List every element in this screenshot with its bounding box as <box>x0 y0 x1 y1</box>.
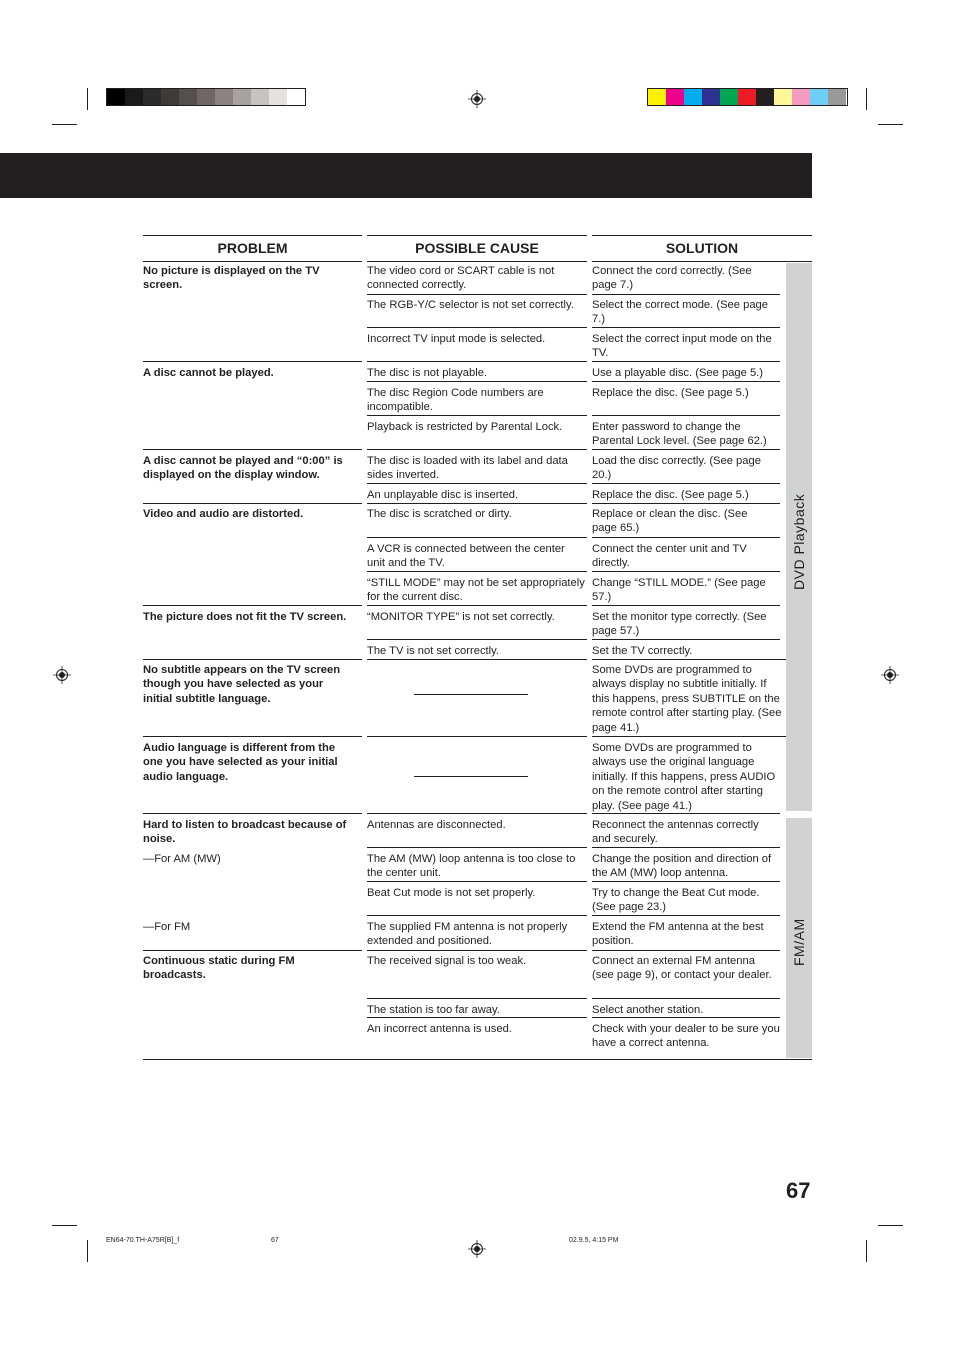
problem-text: A disc cannot be played and “0:00” is displayed on the display window. <box>143 455 343 482</box>
problem-divider <box>143 659 362 660</box>
cause-text: The station is too far away. <box>367 1004 500 1016</box>
solution-text: Reconnect the antennas correctly and securely. <box>592 819 759 846</box>
problem-text: No picture is displayed on the TV screen. <box>143 265 320 292</box>
cause-text: An unplayable disc is inserted. <box>367 489 519 501</box>
footer-file: EN64-70.TH-A75R[B]_f <box>106 1237 180 1244</box>
cause-divider <box>367 571 587 572</box>
solution-text: Replace the disc. (See page 5.) <box>592 489 749 501</box>
header-solution: SOLUTION <box>592 235 812 262</box>
solution-divider <box>592 483 780 484</box>
cause-text: Beat Cut mode is not set properly. <box>367 887 536 899</box>
crop-mark <box>866 1240 867 1262</box>
cause-text: The disc is loaded with its label and data sides inverted. <box>367 455 568 482</box>
cause-divider <box>367 813 587 814</box>
crop-mark <box>878 1225 903 1226</box>
solution-text: Extend the FM antenna at the best position. <box>592 921 764 948</box>
cause-divider <box>367 294 587 295</box>
cause-text: “MONITOR TYPE” is not set correctly. <box>367 611 555 623</box>
solution-text: Set the monitor type correctly. (See page 57.) <box>592 611 767 638</box>
cause-text: Playback is restricted by Parental Lock. <box>367 421 563 433</box>
cause-text: Antennas are disconnected. <box>367 819 506 831</box>
cause-divider <box>367 736 587 737</box>
footer-page: 67 <box>271 1237 279 1244</box>
problem-text: Hard to listen to broadcast because of noise. <box>143 819 347 846</box>
problem-text: Continuous static during FM broadcasts. <box>143 955 295 982</box>
problem-divider <box>143 813 362 814</box>
solution-text: Connect the center unit and TV directly. <box>592 543 747 570</box>
solution-text: Check with your dealer to be sure you have a correct antenna. <box>592 1023 780 1050</box>
solution-divider <box>592 659 786 660</box>
solution-text: Try to change the Beat Cut mode. (See page 23.) <box>592 887 760 914</box>
problem-divider <box>143 950 362 951</box>
cause-text: An incorrect antenna is used. <box>367 1023 512 1035</box>
solution-text: Change the position and direction of the AM (MW) loop antenna. <box>592 853 772 880</box>
registration-mark-icon <box>468 1240 486 1258</box>
crop-mark <box>87 1240 88 1262</box>
solution-divider <box>592 571 780 572</box>
problem-text: No subtitle appears on the TV screen though you have selected as your initial subtitle language. <box>143 664 341 705</box>
side-tab-dvd-label: DVD Playback <box>791 493 807 590</box>
cause-dash <box>414 776 528 777</box>
solution-text: Replace or clean the disc. (See page 65.) <box>592 508 748 535</box>
registration-mark-icon <box>881 666 899 684</box>
cause-text: A VCR is connected between the center unit and the TV. <box>367 543 565 570</box>
problem-text: Audio language is different from the one you have selected as your initial audio language. <box>143 742 338 783</box>
cause-divider <box>367 950 587 951</box>
solution-text: Load the disc correctly. (See page 20.) <box>592 455 761 482</box>
solution-divider <box>592 915 780 916</box>
crop-mark <box>87 88 88 110</box>
problem-divider <box>143 605 362 606</box>
cause-divider <box>367 381 587 382</box>
solution-text: Some DVDs are programmed to always display no subtitle initially. If this happens, press SUBTITLE on the remote control after starting play. (See page 41.) <box>592 664 782 734</box>
cause-text: The disc Region Code numbers are incompatible. <box>367 387 544 414</box>
grayscale-color-bar <box>106 88 306 106</box>
footer-date: 02.9.5, 4:15 PM <box>569 1237 619 1244</box>
cmyk-color-bar <box>647 88 848 106</box>
solution-divider <box>592 361 780 362</box>
solution-divider <box>592 736 786 737</box>
cause-divider <box>367 605 587 606</box>
crop-mark <box>52 1225 77 1226</box>
solution-divider <box>592 327 780 328</box>
cause-text: The disc is not playable. <box>367 367 488 379</box>
solution-text: Replace the disc. (See page 5.) <box>592 387 749 399</box>
cause-text: The received signal is too weak. <box>367 955 527 967</box>
page-number: 67 <box>786 1178 811 1203</box>
cause-text: The video cord or SCART cable is not connected correctly. <box>367 265 555 292</box>
registration-mark-icon <box>468 90 486 108</box>
cause-divider <box>367 639 587 640</box>
crop-mark <box>52 124 77 125</box>
solution-text: Select the correct input mode on the TV. <box>592 333 772 360</box>
problem-divider <box>143 736 362 737</box>
solution-divider <box>592 449 780 450</box>
solution-text: Enter password to change the Parental Lock level. (See page 62.) <box>592 421 767 448</box>
problem-divider <box>143 449 362 450</box>
cause-divider <box>367 327 587 328</box>
solution-divider <box>592 294 780 295</box>
solution-text: Set the TV correctly. <box>592 645 693 657</box>
solution-divider <box>592 605 780 606</box>
header-possible-cause: POSSIBLE CAUSE <box>367 235 587 262</box>
solution-text: Select the correct mode. (See page 7.) <box>592 299 768 326</box>
table-bottom-rule <box>143 1059 812 1060</box>
cause-divider <box>367 915 587 916</box>
cause-divider <box>367 449 587 450</box>
cause-divider <box>367 659 587 660</box>
crop-mark <box>866 88 867 110</box>
cause-text: The disc is scratched or dirty. <box>367 508 512 520</box>
cause-dash <box>414 694 528 695</box>
cause-text: The RGB-Y/C selector is not set correctly. <box>367 299 574 311</box>
cause-text: “STILL MODE” may not be set appropriately for the current disc. <box>367 577 585 604</box>
solution-divider <box>592 813 780 814</box>
problem-text: A disc cannot be played. <box>143 367 274 379</box>
crop-mark <box>878 124 903 125</box>
cause-text: The AM (MW) loop antenna is too close to the center unit. <box>367 853 576 880</box>
problem-subtext: —For AM (MW) <box>143 853 221 865</box>
cause-divider <box>367 503 587 504</box>
problem-text: The picture does not fit the TV screen. <box>143 611 347 623</box>
solution-divider <box>592 415 780 416</box>
solution-text: Use a playable disc. (See page 5.) <box>592 367 764 379</box>
cause-divider <box>367 1017 587 1018</box>
cause-text: The supplied FM antenna is not properly extended and positioned. <box>367 921 568 948</box>
solution-divider <box>592 503 780 504</box>
cause-divider <box>367 998 587 999</box>
solution-divider <box>592 847 780 848</box>
solution-divider <box>592 881 780 882</box>
cause-text: Incorrect TV input mode is selected. <box>367 333 546 345</box>
section-banner <box>0 153 812 198</box>
solution-text: Connect the cord correctly. (See page 7.) <box>592 265 752 292</box>
cause-divider <box>367 415 587 416</box>
cause-divider <box>367 537 587 538</box>
solution-divider <box>592 998 780 999</box>
problem-divider <box>143 361 362 362</box>
solution-text: Connect an external FM antenna (see page 9), or contact your dealer. <box>592 955 772 982</box>
side-tab-fm-label: FM/AM <box>791 918 807 966</box>
solution-divider <box>592 639 780 640</box>
solution-divider <box>592 1017 780 1018</box>
cause-text: The TV is not set correctly. <box>367 645 500 657</box>
problem-text: Video and audio are distorted. <box>143 508 304 520</box>
solution-divider <box>592 537 780 538</box>
solution-divider <box>592 950 780 951</box>
solution-text: Change “STILL MODE.” (See page 57.) <box>592 577 766 604</box>
registration-mark-icon <box>53 666 71 684</box>
header-problem: PROBLEM <box>143 235 362 262</box>
solution-text: Some DVDs are programmed to always use the original language initially. If this happens, press AUDIO on the remote control after starting play. (See page 41.) <box>592 742 776 812</box>
cause-divider <box>367 881 587 882</box>
cause-divider <box>367 483 587 484</box>
cause-divider <box>367 847 587 848</box>
problem-divider <box>143 503 362 504</box>
cause-divider <box>367 361 587 362</box>
problem-subtext: —For FM <box>143 921 191 933</box>
solution-text: Select another station. <box>592 1004 704 1016</box>
solution-divider <box>592 381 780 382</box>
